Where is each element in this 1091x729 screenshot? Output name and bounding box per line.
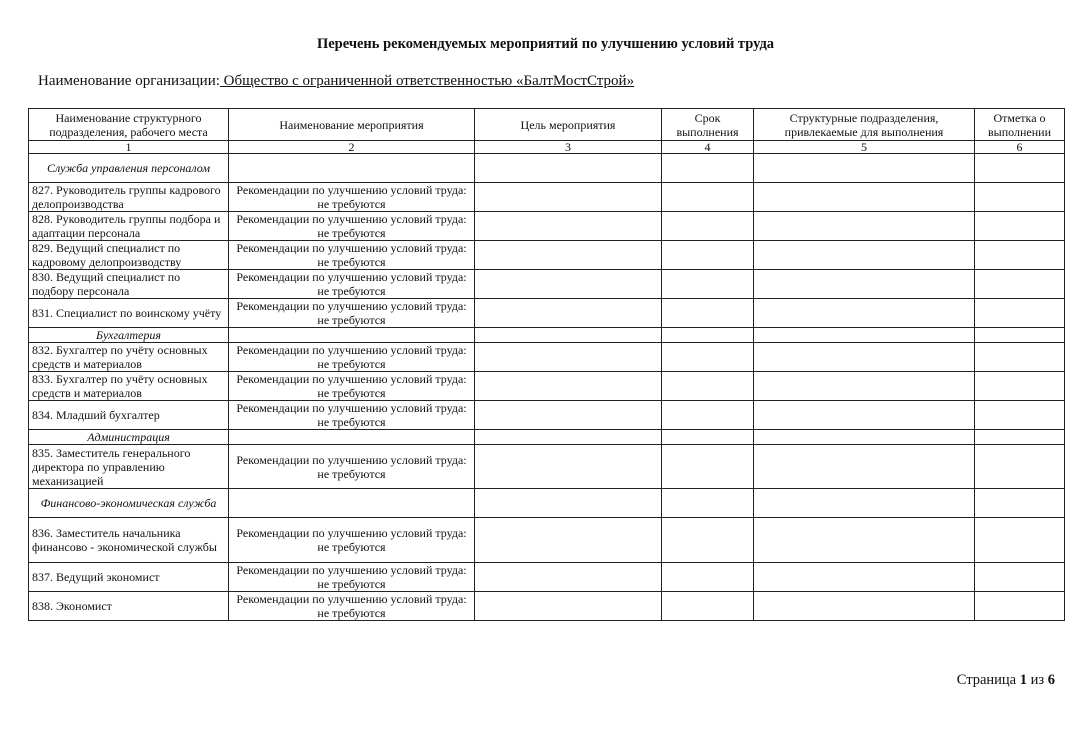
measure-text: Рекомендации по улучшению условий труда: не требуются [229,563,475,592]
organization-line [38,73,634,90]
measure-text: Рекомендации по улучшению условий труда: не требуются [229,518,475,563]
measure-text: Рекомендации по улучшению условий труда: не требуются [229,270,475,299]
section-title: Служба управления персоналом [29,154,229,183]
workplace-name: 837. Ведущий экономист [29,563,229,592]
section-title: Бухгалтерия [29,328,229,343]
header-completion-mark: Отметка о выполнении [975,109,1065,141]
workplace-name: 836. Заместитель начальника финансово - экономической службы [29,518,229,563]
workplace-name: 833. Бухгалтер по учёту основных средств и материалов [29,372,229,401]
measure-text: Рекомендации по улучшению условий труда: не требуются [229,372,475,401]
section-row [29,154,1065,183]
organization-label: Наименование организации: [38,73,220,89]
organization-name: Общество с ограниченной ответственностью «БалтМостСтрой» [219,73,635,89]
table-header-row [29,109,1065,141]
workplace-name: 834. Младший бухгалтер [29,401,229,430]
measure-text: Рекомендации по улучшению условий труда: не требуются [229,183,475,212]
table-row [29,212,1065,241]
section-row [29,489,1065,518]
column-number: 1 [29,141,229,154]
header-subdivision: Наименование структурного подразделения, рабочего места [29,109,229,141]
workplace-name: 829. Ведущий специалист по кадровому делопроизводству [29,241,229,270]
page-counter [957,672,1055,689]
measures-table [28,108,1065,621]
workplace-name: 827. Руководитель группы кадрового делопроизводства [29,183,229,212]
measure-text: Рекомендации по улучшению условий труда: не требуются [229,401,475,430]
measure-text: Рекомендации по улучшению условий труда: не требуются [229,299,475,328]
section-row [29,430,1065,445]
table-row [29,299,1065,328]
section-title: Финансово-экономическая служба [29,489,229,518]
column-number: 5 [754,141,975,154]
section-title: Администрация [29,430,229,445]
table-row [29,183,1065,212]
document-title: Перечень рекомендуемых мероприятий по улучшению условий труда [316,36,775,52]
page-total: 6 [1047,672,1055,688]
table-row [29,241,1065,270]
header-deadline: Срок выполнения [662,109,754,141]
table-row [29,270,1065,299]
workplace-name: 835. Заместитель генерального директора по управлению механизацией [29,445,229,489]
page-prefix: Страница [956,672,1017,688]
table-row [29,401,1065,430]
column-number-row [29,141,1065,154]
table-row [29,563,1065,592]
workplace-name: 831. Специалист по воинскому учёту [29,299,229,328]
measure-text: Рекомендации по улучшению условий труда: не требуются [229,343,475,372]
page-current: 1 [1019,672,1027,688]
measure-text: Рекомендации по улучшению условий труда: не требуются [229,445,475,489]
column-number: 6 [975,141,1065,154]
table-row [29,343,1065,372]
column-number: 3 [475,141,662,154]
measure-text: Рекомендации по улучшению условий труда: не требуются [229,212,475,241]
workplace-name: 830. Ведущий специалист по подбору персонала [29,270,229,299]
table-row [29,592,1065,621]
header-departments: Структурные подразделения, привлекаемые для выполнения [754,109,975,141]
workplace-name: 838. Экономист [29,592,229,621]
table-row [29,445,1065,489]
page-of: из [1030,672,1045,688]
header-goal: Цель мероприятия [475,109,662,141]
workplace-name: 832. Бухгалтер по учёту основных средств и материалов [29,343,229,372]
table-row [29,372,1065,401]
section-row [29,328,1065,343]
column-number: 2 [229,141,475,154]
header-measure: Наименование мероприятия [229,109,475,141]
measure-text: Рекомендации по улучшению условий труда: не требуются [229,592,475,621]
column-number: 4 [662,141,754,154]
measure-text: Рекомендации по улучшению условий труда: не требуются [229,241,475,270]
workplace-name: 828. Руководитель группы подбора и адаптации персонала [29,212,229,241]
table-row [29,518,1065,563]
